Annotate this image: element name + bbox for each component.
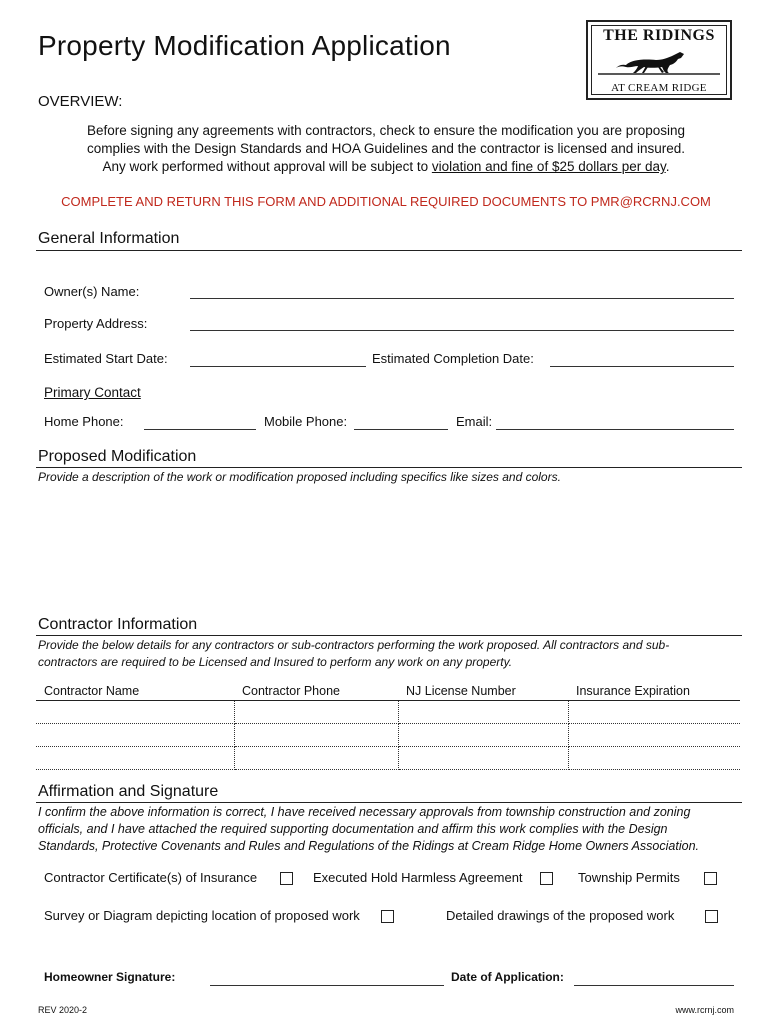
intro-line-3-text: Any work performed without approval will be subject to	[102, 159, 432, 174]
horse-icon	[596, 50, 722, 80]
table-cell[interactable]	[36, 701, 234, 724]
contractor-table	[36, 682, 740, 770]
table-cell[interactable]	[568, 747, 740, 770]
insurance-checkbox[interactable]	[280, 872, 293, 885]
check-label-hold-harmless: Executed Hold Harmless Agreement	[313, 870, 523, 885]
mobile-phone-field[interactable]	[354, 429, 448, 430]
contractor-info-rule	[36, 635, 742, 636]
home-phone-label: Home Phone:	[44, 414, 124, 429]
table-cell[interactable]	[234, 724, 398, 747]
intro-paragraph	[40, 122, 732, 176]
check-label-drawings: Detailed drawings of the proposed work	[446, 908, 675, 923]
table-row	[36, 724, 740, 747]
email-field[interactable]	[496, 429, 734, 430]
homeowner-signature-label: Homeowner Signature:	[44, 970, 176, 984]
logo-top-text: THE RIDINGS	[603, 27, 715, 44]
affirmation-rule	[36, 802, 742, 803]
general-info-rule	[36, 250, 742, 251]
column-contractor-phone: Contractor Phone	[234, 682, 398, 701]
table-cell[interactable]	[568, 724, 740, 747]
start-date-field[interactable]	[190, 366, 366, 367]
table-row	[36, 747, 740, 770]
home-phone-field[interactable]	[144, 429, 256, 430]
contractor-instructions	[38, 637, 742, 671]
logo-bottom-text: AT CREAM RIDGE	[611, 82, 707, 94]
intro-line-2: complies with the Design Standards and HOA Guidelines and the contractor is licensed and insured.	[86, 141, 686, 156]
application-date-label: Date of Application:	[451, 970, 564, 984]
intro-line-3-end: .	[665, 159, 670, 174]
table-cell[interactable]	[568, 701, 740, 724]
application-date-field[interactable]	[574, 985, 734, 986]
proposed-mod-instructions: Provide a description of the work or modification proposed including specifics like sizes and colors.	[38, 470, 561, 484]
table-cell[interactable]	[234, 701, 398, 724]
column-contractor-name: Contractor Name	[36, 682, 234, 701]
website-label: www.rcrnj.com	[675, 1005, 734, 1015]
intro-line-3	[40, 158, 732, 176]
owner-name-field[interactable]	[190, 298, 734, 299]
page-title: Property Modification Application	[38, 30, 451, 61]
check-label-permits: Township Permits	[578, 870, 680, 885]
property-address-label: Property Address:	[44, 316, 148, 331]
drawings-checkbox[interactable]	[705, 910, 718, 923]
return-notice: COMPLETE AND RETURN THIS FORM AND ADDITIONAL REQUIRED DOCUMENTS TO PMR@RCRNJ.COM	[61, 194, 711, 209]
affirmation-heading: Affirmation and Signature	[38, 783, 219, 800]
intro-line-1: Before signing any agreements with contractors, check to ensure the modification you are proposing	[86, 123, 686, 138]
table-cell[interactable]	[398, 747, 568, 770]
table-cell[interactable]	[234, 747, 398, 770]
survey-checkbox[interactable]	[381, 910, 394, 923]
affirmation-line-2: officials, and I have attached the required supporting documentation and affirm this work complies with the Design	[38, 822, 668, 836]
completion-date-label: Estimated Completion Date:	[372, 351, 534, 366]
table-cell[interactable]	[398, 701, 568, 724]
start-date-label: Estimated Start Date:	[44, 351, 168, 366]
contractor-info-heading: Contractor Information	[38, 616, 198, 633]
property-address-field[interactable]	[190, 330, 734, 331]
table-cell[interactable]	[36, 724, 234, 747]
completion-date-field[interactable]	[550, 366, 734, 367]
table-cell[interactable]	[398, 724, 568, 747]
table-cell[interactable]	[36, 747, 234, 770]
permits-checkbox[interactable]	[704, 872, 717, 885]
mobile-phone-label: Mobile Phone:	[264, 414, 348, 429]
fine-notice: violation and fine of $25 dollars per day	[431, 159, 666, 174]
contractor-table-header	[36, 682, 740, 701]
email-label: Email:	[456, 414, 493, 429]
check-label-insurance: Contractor Certificate(s) of Insurance	[44, 870, 258, 885]
column-insurance-expiration: Insurance Expiration	[568, 682, 740, 701]
revision-label: REV 2020-2	[38, 1005, 88, 1015]
affirmation-line-3: Standards, Protective Covenants and Rules and Regulations of the Ridings at Cream Ridge Home Owners Association.	[38, 839, 699, 853]
proposed-mod-description-area[interactable]	[38, 490, 738, 610]
owner-name-label: Owner(s) Name:	[44, 284, 140, 299]
overview-heading: OVERVIEW:	[38, 93, 123, 110]
hold-harmless-checkbox[interactable]	[540, 872, 553, 885]
table-row	[36, 701, 740, 724]
contractor-instructions-line-2: contractors are required to be Licensed and Insured to perform any work on any property.	[38, 655, 513, 669]
check-label-survey: Survey or Diagram depicting location of proposed work	[44, 908, 360, 923]
proposed-mod-rule	[36, 467, 742, 468]
general-info-heading: General Information	[38, 230, 180, 247]
column-nj-license: NJ License Number	[398, 682, 568, 701]
ridings-logo	[586, 20, 732, 100]
affirmation-line-1: I confirm the above information is correct, I have received necessary approvals from township construction and zoning	[38, 805, 691, 819]
homeowner-signature-field[interactable]	[210, 985, 444, 986]
contractor-instructions-line-1: Provide the below details for any contractors or sub-contractors performing the work proposed. All contractors and sub-	[38, 638, 670, 652]
proposed-mod-heading: Proposed Modification	[38, 448, 197, 465]
primary-contact-heading: Primary Contact	[44, 385, 141, 400]
affirmation-statement	[38, 804, 742, 855]
